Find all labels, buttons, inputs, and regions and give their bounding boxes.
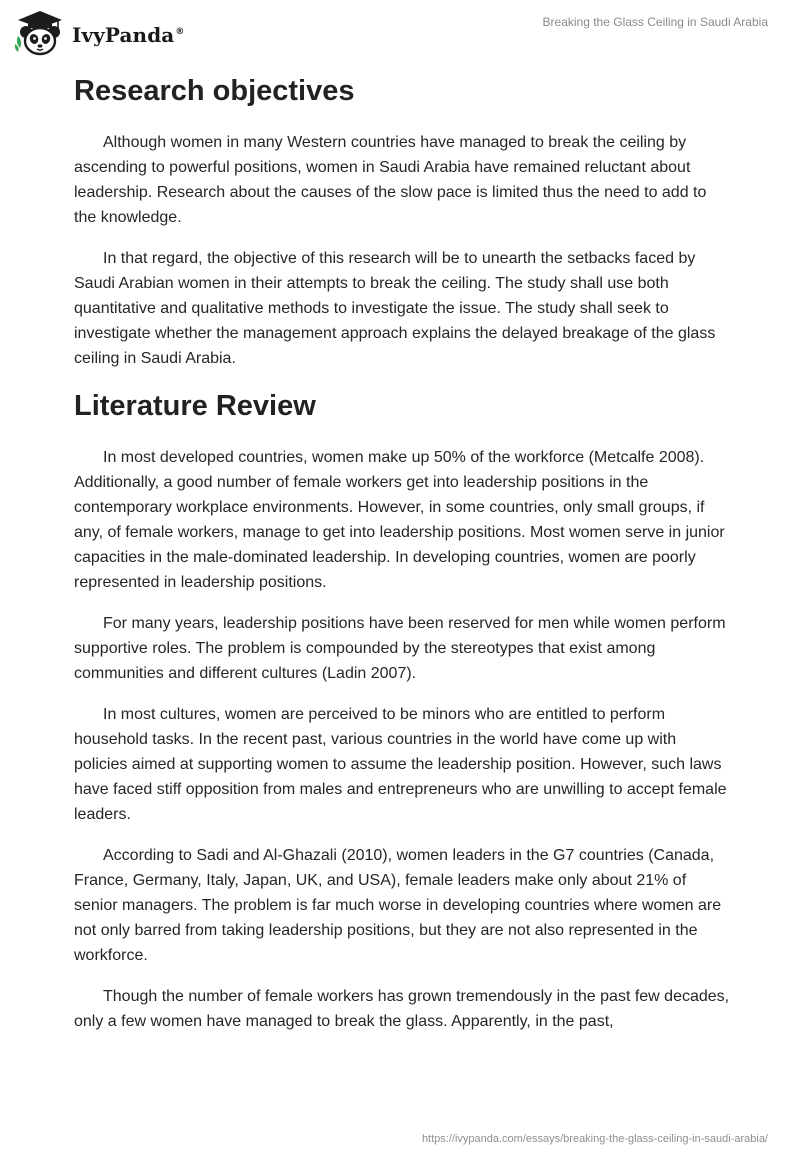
paragraph: According to Sadi and Al-Ghazali (2010), women leaders in the G7 countries (Canada, France, Germany, Italy, Japan, UK, and USA), female leaders make only about 21% of senior managers. The problem is far much worse in developing countries where women are not only barred from taking leadership positions, but they are not also represented in the workforce.: [74, 847, 722, 964]
document-title: Breaking the Glass Ceiling in Saudi Arabia: [542, 15, 768, 29]
brand-name: IvyPanda®: [72, 23, 185, 47]
source-url[interactable]: https://ivypanda.com/essays/breaking-the-glass-ceiling-in-saudi-arabia/: [421, 1133, 768, 1145]
paragraph: In most developed countries, women make up 50% of the workforce (Metcalfe 2008). Additionally, a good number of female workers get into leadership positions in the contemporary workplace environments. However, in some countries, only small groups, if any, of female workers, manage to get into leadership positions. Most women serve in junior capacities in the male-dominated leadership. In developing countries, women are poorly represented in leadership positions.: [74, 449, 725, 591]
paragraph: In most cultures, women are perceived to be minors who are entitled to perform household tasks. In the recent past, various countries in the world have come up with policies aimed at supporting women to assume the leadership position. However, such laws have faced stiff opposition from males and entrepreneurs who are unwilling to accept female leaders.: [74, 706, 727, 823]
registered-mark: ®: [175, 27, 185, 38]
section-heading-research-objectives: Research objectives: [74, 75, 355, 107]
page-header: [0, 0, 800, 64]
section-heading-literature-review: Literature Review: [74, 390, 316, 422]
ivypanda-logo[interactable]: [14, 8, 184, 60]
paragraph: In that regard, the objective of this research will be to unearth the setbacks faced by Saudi Arabian women in their attempts to break the ceiling. The study shall use both quantitative and qualitative methods to investigate the issue. The study shall seek to investigate whether the management approach explains the delayed breakage of the glass ceiling in Saudi Arabia.: [74, 250, 716, 367]
paragraph: For many years, leadership positions have been reserved for men while women perform supportive roles. The problem is compounded by the stereotypes that exist among communities and different cultures (Ladin 2007).: [74, 615, 726, 682]
paragraph: Though the number of female workers has grown tremendously in the past few decades, only a few women have managed to break the glass. Apparently, in the past,: [74, 988, 730, 1030]
panda-graduate-icon: [14, 8, 66, 60]
essay-content: [74, 72, 730, 1050]
paragraph: Although women in many Western countries have managed to break the ceiling by ascending to powerful positions, women in Saudi Arabia have remained reluctant about leadership. Research about the causes of the slow pace is limited thus the need to add to the knowledge.: [74, 134, 707, 226]
